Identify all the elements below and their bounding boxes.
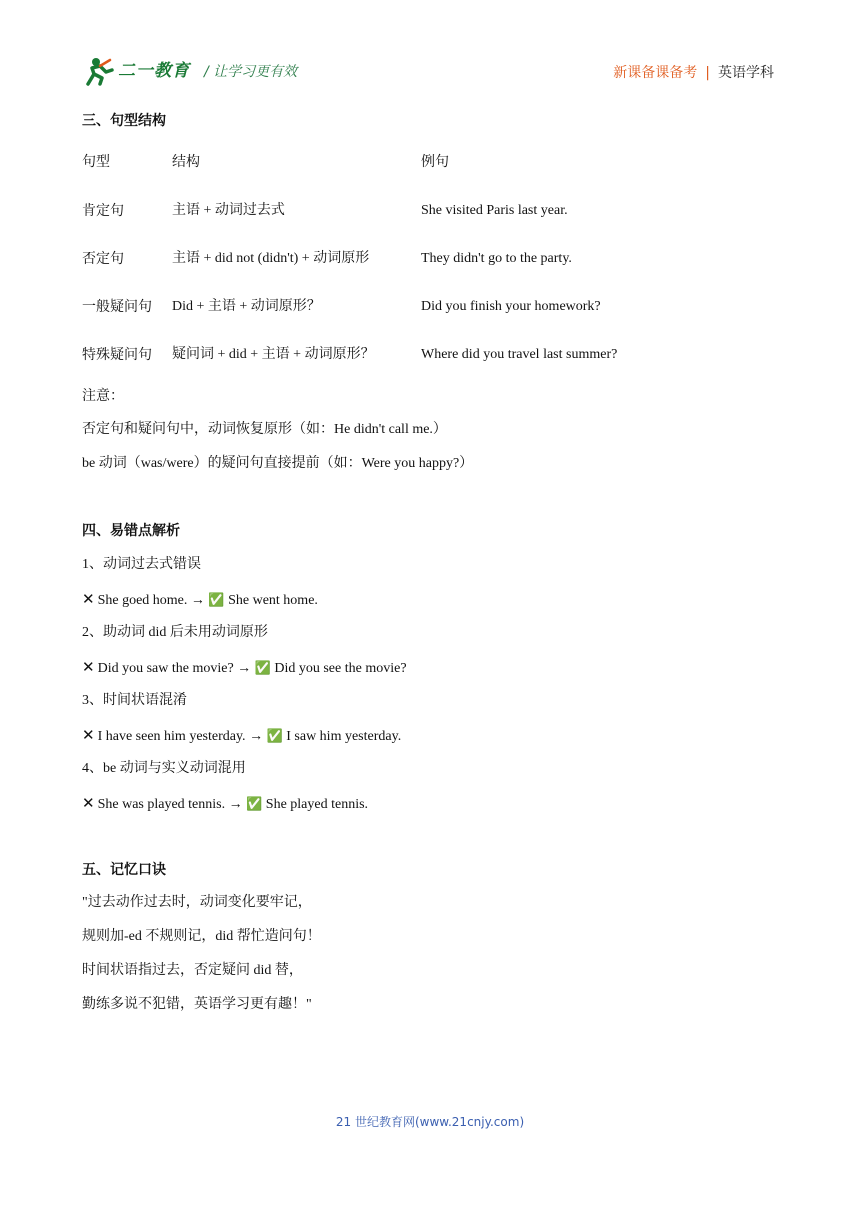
table-header-type: 句型 [82, 154, 110, 170]
correct-sentence: She went home. [228, 593, 318, 608]
note-label: 注意： [82, 388, 124, 404]
correct-sentence: I saw him yesterday. [286, 729, 402, 744]
mistake-example [82, 794, 368, 814]
row-example: They didn't go to the party. [421, 251, 572, 266]
table-row [82, 346, 774, 364]
arrow: → [228, 797, 243, 812]
mistake-label: 1、动词过去式错误 [82, 557, 201, 572]
arrow: → [249, 729, 264, 744]
mistake-label: 4、be 动词与实义动词混用 [82, 761, 246, 776]
header-slogan: / 让学习更有效 [204, 64, 298, 80]
mistake-example [82, 726, 401, 746]
wrong-sentence: She was played tennis. [97, 797, 226, 812]
correct-sentence: Did you see the movie? [274, 661, 407, 676]
check-mark-icon: ✅ [254, 661, 271, 676]
mistake-example [82, 590, 318, 610]
logo-text: 二一教育 [118, 61, 190, 80]
wrong-mark-icon: ✕ [82, 658, 95, 676]
table-header-row [82, 153, 774, 171]
page-header [82, 50, 774, 94]
mnemonic-line: "过去动作过去时，动词变化要牢记， [82, 895, 312, 910]
table-header-structure: 结构 [172, 154, 200, 170]
check-mark-icon: ✅ [208, 593, 225, 608]
row-structure: Did + 主语 + 动词原形？ [172, 299, 321, 314]
mistake-label: 2、助动词 did 后未用动词原形 [82, 625, 268, 640]
row-structure: 疑问词 + did + 主语 + 动词原形？ [172, 347, 375, 362]
section-title-mnemonic: 五、记忆口诀 [82, 862, 166, 878]
wrong-mark-icon: ✕ [82, 590, 95, 608]
correct-sentence: She played tennis. [265, 797, 369, 812]
mistake-label: 3、时间状语混淆 [82, 693, 187, 708]
section-title-common-mistakes: 四、易错点解析 [82, 523, 180, 539]
row-type: 肯定句 [82, 203, 124, 219]
mistake-example [82, 658, 407, 678]
row-structure: 主语 + 动词过去式 [172, 203, 285, 218]
wrong-mark-icon: ✕ [82, 726, 95, 744]
page-footer: 21 世纪教育网(www.21cnjy.com) [335, 1115, 525, 1129]
table-header-example: 例句 [421, 154, 449, 170]
row-example: She visited Paris last year. [421, 203, 568, 218]
row-type: 一般疑问句 [82, 299, 152, 315]
wrong-sentence: She goed home. [97, 593, 188, 608]
check-mark-icon: ✅ [246, 797, 263, 812]
check-mark-icon: ✅ [266, 729, 283, 744]
row-example: Did you finish your homework? [421, 299, 601, 314]
wrong-sentence: Did you saw the movie? [97, 661, 234, 676]
row-structure: 主语 + did not (didn't) + 动词原形 [172, 251, 370, 266]
note-line: be 动词（was/were）的疑问句直接提前（如：Were you happy?） [82, 456, 474, 471]
table-row [82, 298, 774, 316]
mnemonic-line: 时间状语指过去，否定疑问 did 替， [82, 963, 303, 978]
arrow: → [237, 661, 252, 676]
row-type: 否定句 [82, 251, 124, 267]
wrong-sentence: I have seen him yesterday. [97, 729, 246, 744]
note-line: 否定句和疑问句中，动词恢复原形（如：He didn't call me.） [82, 422, 447, 437]
row-type: 特殊疑问句 [82, 347, 152, 363]
subject-label: 英语学科 [718, 65, 774, 81]
header-separator: | [705, 65, 710, 81]
table-row [82, 250, 774, 268]
mnemonic-line: 规则加-ed 不规则记，did 帮忙造问句！ [82, 929, 321, 944]
wrong-mark-icon: ✕ [82, 794, 95, 812]
section-title-sentence-structure: 三、句型结构 [82, 113, 166, 129]
row-example: Where did you travel last summer? [421, 347, 618, 362]
table-row [82, 202, 774, 220]
course-label: 新课备课备考 [613, 65, 698, 81]
mnemonic-line: 勤练多说不犯错，英语学习更有趣！" [82, 997, 312, 1012]
arrow: → [190, 593, 205, 608]
header-course-info [613, 62, 774, 82]
